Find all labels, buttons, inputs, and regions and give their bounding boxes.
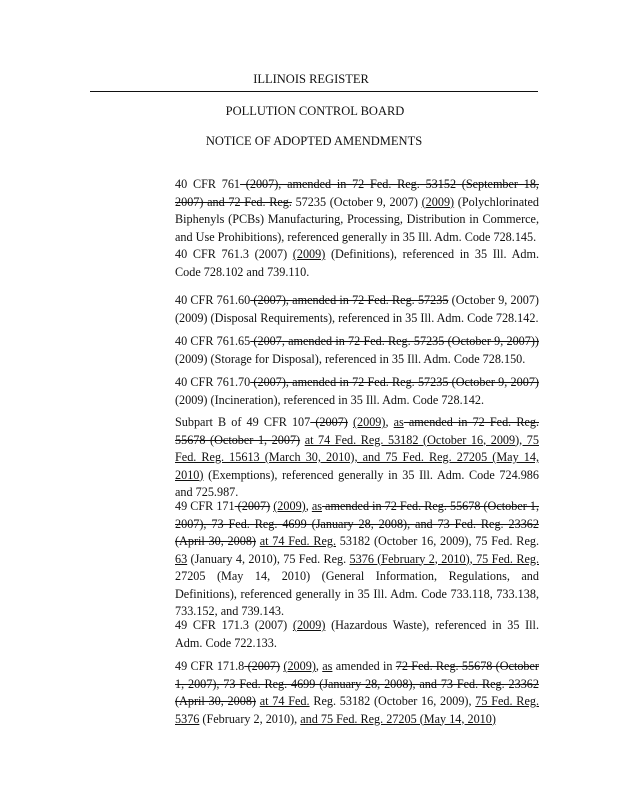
inserted-text: at 74 Fed. [259,694,310,708]
text-run: 40 CFR 761.60 [175,293,251,307]
entry-cfr-171 [175,498,539,621]
text-run: 27205 (May 14, 2010) (General Information, Regulations, and Definitions), referenced generally in 35 Ill. Adm. Code 733.118, 733.138, 733.152, and 739.143. [175,569,539,618]
inserted-text: as [393,415,404,429]
text-run: 57235 (October 9, 2007) [291,194,422,209]
register-title: ILLINOIS REGISTER [253,72,369,86]
text-run: (Definitions), referenced in 35 Ill. Adm. Code 728.102 and 739.110. [175,247,539,279]
text-run: (January 4, 2010), 75 Fed. Reg. [187,551,350,566]
board-title: POLLUTION CONTROL BOARD [225,104,405,118]
entry-cfr-171-8 [175,658,539,728]
deleted-text: (2007), amended in 72 Fed. Reg. 57235 [250,293,449,307]
text-run: , [315,659,323,673]
text-run: (2009) (Incineration), referenced in 35 Ill. Adm. Code 728.142. [175,392,484,407]
text-run: Reg. 53182 (October 16, 2009), [309,694,476,708]
entry-cfr-761-70 [175,374,539,409]
notice-title: NOTICE OF ADOPTED AMENDMENTS [205,134,423,148]
inserted-text: 63 [175,551,188,566]
entry-cfr-761-60 [175,292,539,327]
inserted-text: as [322,659,333,673]
text-run: Subpart B of 49 CFR 107 [175,415,311,429]
inserted-text: (2009) [283,659,316,673]
inserted-text: (2009) [292,247,326,261]
text-run: 40 CFR 761.70 [175,375,251,389]
inserted-text: 75 Fed. Reg. 5376 [175,694,539,726]
text-run: 40 CFR 761.65 [175,334,251,348]
header-rule [90,91,538,92]
deleted-text: (2007) [244,659,281,673]
text-run: 40 CFR 761.3 (2007) [175,247,293,261]
inserted-text: (2009) [273,499,306,513]
inserted-text: at 74 Fed. Reg. 53182 (October 16, 2009), 75 Fed. Reg. 15613 (March 30, 2010), and 75 Fed. Reg. 27205 (May 14, 2010) [175,432,539,482]
inserted-text: at 74 Fed. Reg. [259,534,336,548]
entry-cfr-171-3 [175,617,539,652]
entry-cfr-107-subpart-b [175,414,539,502]
entry-cfr-761-3 [175,246,539,281]
text-run: , [385,415,394,429]
deleted-text: (2007), amended in 72 Fed. Reg. 53152 (September 18, 2007) and 72 Fed. Reg. [175,177,539,209]
text-run: (Polychlorinated Biphenyls (PCBs) Manufacturing, Processing, Distribution in Commerce, and Use Prohibitions), referenced generally in 35 Ill. Adm. Code 728.145. [175,194,540,244]
text-run: 49 CFR 171 [175,499,235,513]
text-run: amended in [332,659,396,673]
deleted-text: amended in 72 Fed. Reg. 55678 (October 1, 2007), 73 Fed. Reg. 4699 (January 28, 2008), and 73 Fed. Reg. 23362 (April 30, 2008) [175,499,540,548]
text-run: (2009) (Storage for Disposal), referenced in 35 Ill. Adm. Code 728.150. [175,351,526,366]
deleted-text: (2007) [310,415,348,429]
inserted-text: and 75 Fed. Reg. 27205 (May 14, 2010) [300,711,496,726]
text-run: 49 CFR 171.8 [175,659,245,673]
inserted-text: 5376 (February 2, 2010), 75 Fed. Reg. [349,551,539,566]
text-run: (February 2, 2010), [199,711,301,726]
deleted-text: (2007) [234,499,271,513]
deleted-text: amended in 72 Fed. Reg. 55678 (October 1, 2007) [175,415,539,447]
text-run: (Exemptions), referenced generally in 35 Ill. Adm. Code 724.986 and 725.987. [175,467,539,499]
text-run: 53182 (October 16, 2009), 75 Fed. Reg. [336,534,539,548]
text-run: (Hazardous Waste), referenced in 35 Ill. Adm. Code 722.133. [175,618,539,650]
text-run: 40 CFR 761 [175,177,241,191]
inserted-text: as [311,499,322,513]
text-run: (October 9, 2007) (2009) (Disposal Requirements), referenced in 35 Ill. Adm. Code 728.142. [175,293,539,325]
text-run: 49 CFR 171.3 (2007) [175,618,293,632]
entry-cfr-761 [175,176,539,246]
deleted-text: (2007), amended in 72 Fed. Reg. 57235 (October 9, 2007) [250,375,539,389]
deleted-text: (2007, amended in 72 Fed. Reg. 57235 (October 9, 2007)) [250,334,539,348]
deleted-text: 72 Fed. Reg. 55678 (October 1, 2007), 73 Fed. Reg. 4699 (January 28, 2008), and 73 Fed. Reg. 23362 (April 30, 2008) [175,659,539,708]
text-run: , [305,499,312,513]
entry-cfr-761-65 [175,333,539,368]
inserted-text: (2009) [421,194,455,209]
inserted-text: (2009) [292,618,326,632]
inserted-text: (2009) [352,415,386,429]
